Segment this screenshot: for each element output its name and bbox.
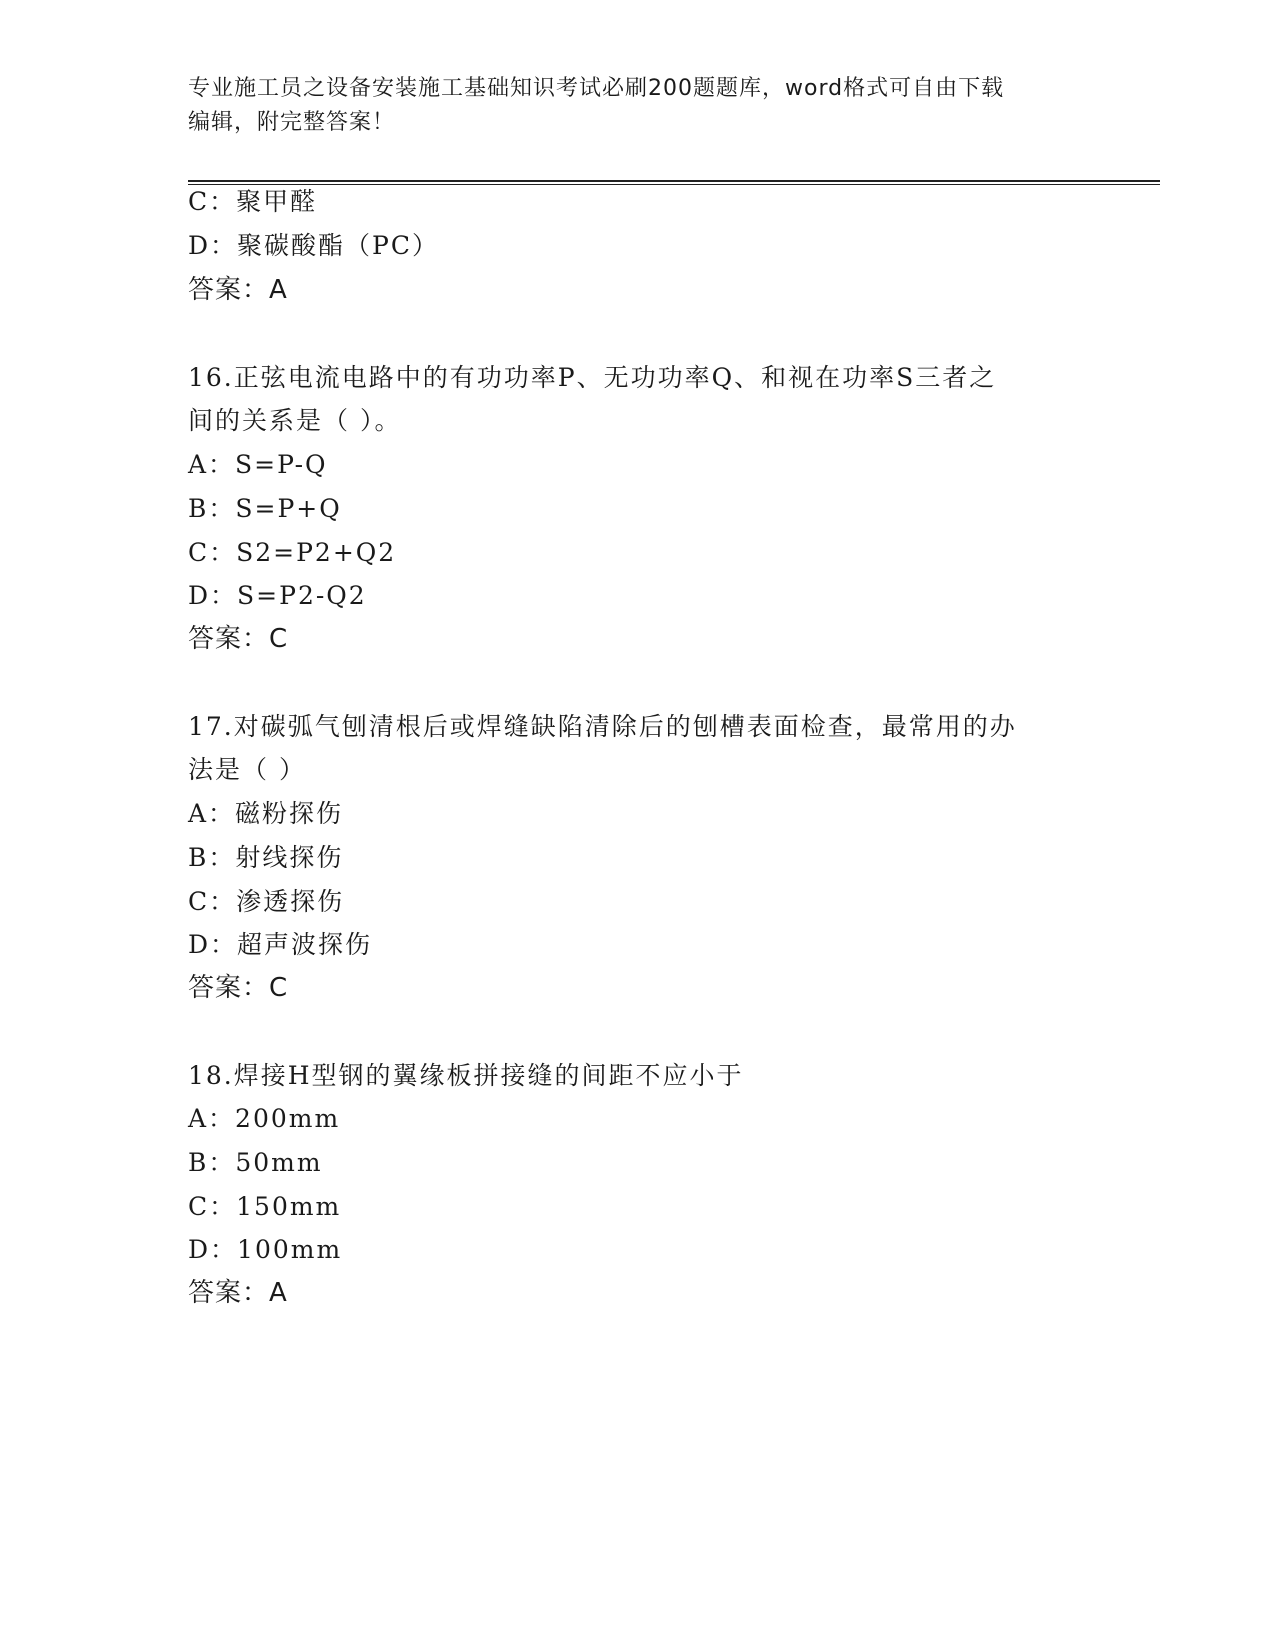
q18-stem-line-1: 18.焊接H型钢的翼缘板拼接缝的间距不应小于 <box>188 1061 744 1090</box>
q15-option-d: D：聚碳酸酯（PC） <box>188 231 439 260</box>
header-line-2: 编辑，附完整答案！ <box>188 110 396 135</box>
header-divider-thin <box>188 184 1160 185</box>
q16-answer: 答案：C <box>188 624 289 654</box>
q18-option-c: C：150mm <box>188 1192 342 1221</box>
q15-option-c: C：聚甲醛 <box>188 187 318 216</box>
header-line-1: 专业施工员之设备安装施工基础知识考试必刷200题题库，word格式可自由下载 <box>188 76 1005 101</box>
q18-option-a: A：200mm <box>188 1104 341 1133</box>
q16-option-a: A：S=P-Q <box>188 450 328 479</box>
q16-option-c: C：S2=P2+Q2 <box>188 538 397 567</box>
q16-stem-line-1: 16.正弦电流电路中的有功功率P、无功功率Q、和视在功率S三者之 <box>188 363 997 392</box>
q18-option-d: D：100mm <box>188 1235 343 1264</box>
document-header <box>188 72 1068 140</box>
q16-option-b: B：S=P+Q <box>188 494 342 523</box>
q17-option-d: D：超声波探伤 <box>188 930 373 959</box>
q16-option-d: D：S=P2-Q2 <box>188 581 367 610</box>
q17-answer: 答案：C <box>188 973 289 1003</box>
q17-option-c: C：渗透探伤 <box>188 887 345 916</box>
q17-stem-line-2: 法是（ ） <box>188 755 306 784</box>
q17-stem-line-1: 17.对碳弧气刨清根后或焊缝缺陷清除后的刨槽表面检查，最常用的办 <box>188 712 1017 741</box>
header-divider-thick <box>188 180 1160 182</box>
q15-answer: 答案：A <box>188 275 288 305</box>
q18-option-b: B：50mm <box>188 1148 323 1177</box>
q18-answer: 答案：A <box>188 1278 288 1308</box>
q17-option-b: B：射线探伤 <box>188 843 344 872</box>
q17-option-a: A：磁粉探伤 <box>188 799 344 828</box>
q16-stem-line-2: 间的关系是（ ）。 <box>188 406 402 435</box>
